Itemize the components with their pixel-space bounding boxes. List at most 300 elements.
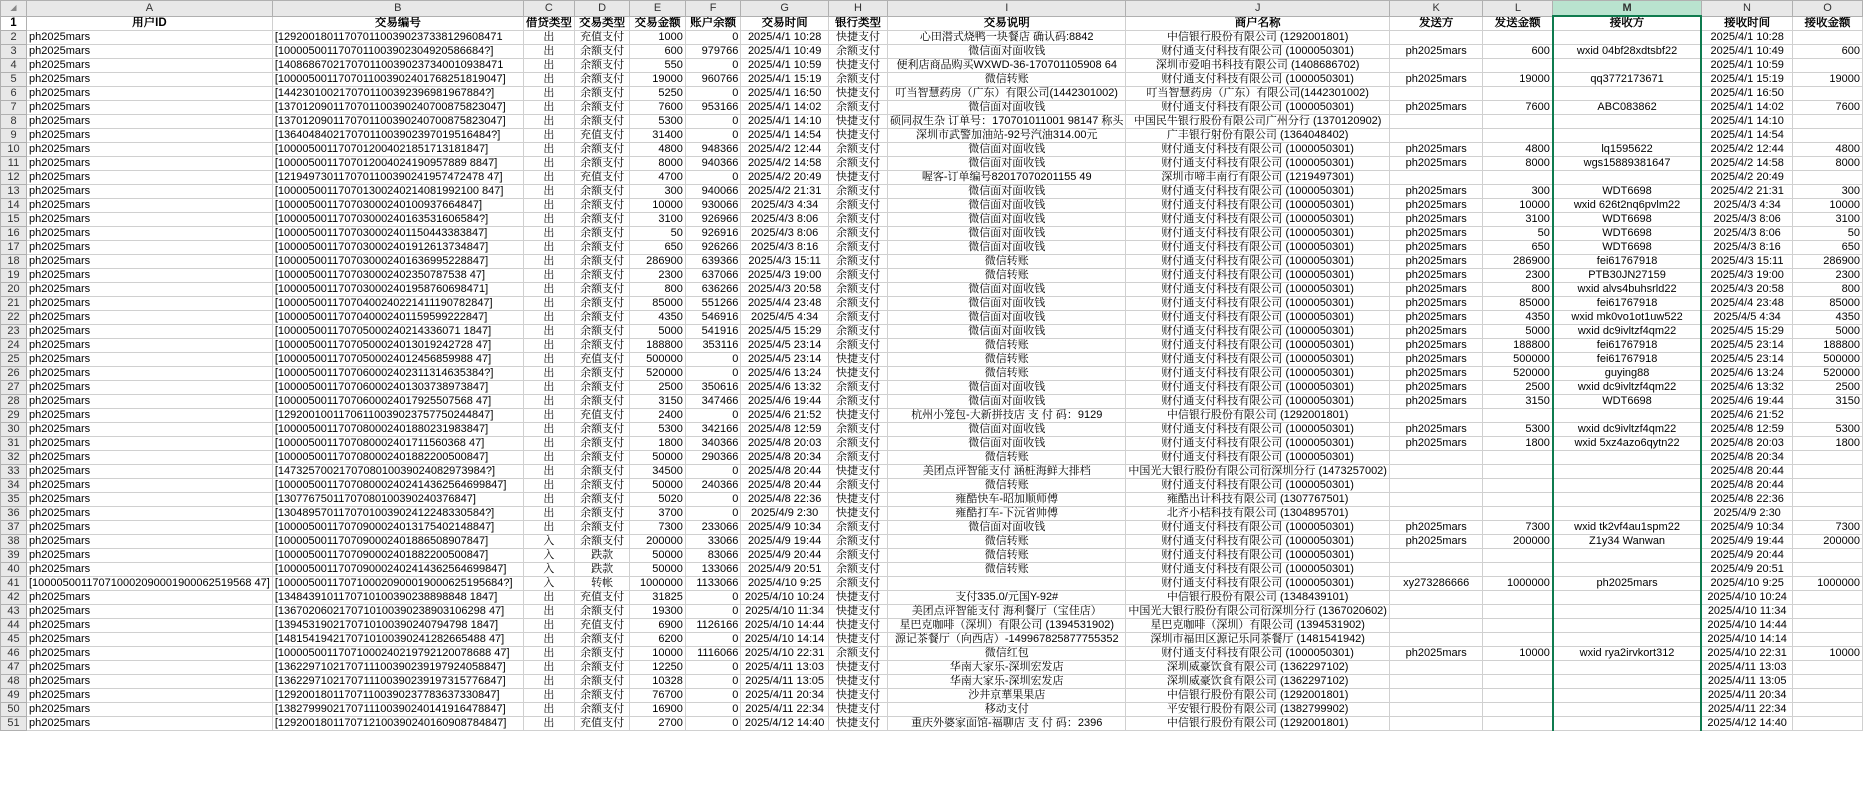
cell[interactable]: ph2025mars: [27, 171, 273, 185]
cell[interactable]: 2025/4/8 20:03: [741, 437, 829, 451]
cell[interactable]: 500000: [1793, 353, 1863, 367]
cell[interactable]: 2025/4/1 16:50: [1701, 87, 1792, 101]
cell[interactable]: 2300: [1793, 269, 1863, 283]
row-header[interactable]: 3: [1, 45, 27, 59]
cell[interactable]: 微信面对面收钱: [888, 157, 1126, 171]
cell[interactable]: 出: [523, 171, 574, 185]
cell[interactable]: 余额支付: [828, 451, 887, 465]
cell[interactable]: 2025/4/8 20:34: [1701, 451, 1792, 465]
cell[interactable]: 2025/4/2 12:44: [741, 143, 829, 157]
cell[interactable]: 出: [523, 87, 574, 101]
cell[interactable]: 微信面对面收钱: [888, 45, 1126, 59]
row-header[interactable]: 48: [1, 675, 27, 689]
cell[interactable]: 2025/4/8 20:03: [1701, 437, 1792, 451]
cell[interactable]: [1389, 59, 1482, 73]
cell[interactable]: [1793, 675, 1863, 689]
cell[interactable]: 500000: [630, 353, 685, 367]
cell[interactable]: 出: [523, 199, 574, 213]
cell[interactable]: 2025/4/1 14:02: [1701, 101, 1792, 115]
cell[interactable]: 财付通支付科技有限公司 (1000050301): [1126, 199, 1390, 213]
cell[interactable]: 财付通支付科技有限公司 (1000050301): [1126, 143, 1390, 157]
cell[interactable]: 财付通支付科技有限公司 (1000050301): [1126, 45, 1390, 59]
cell[interactable]: 余额支付: [828, 213, 887, 227]
row-header[interactable]: 44: [1, 619, 27, 633]
cell[interactable]: 微信红包: [888, 647, 1126, 661]
cell[interactable]: 2025/4/1 10:28: [741, 31, 829, 45]
cell[interactable]: 550: [630, 59, 685, 73]
cell[interactable]: 余额支付: [574, 255, 629, 269]
cell[interactable]: 2025/4/1 10:49: [1701, 45, 1792, 59]
cell[interactable]: 微信转账: [888, 549, 1126, 563]
cell[interactable]: 出: [523, 409, 574, 423]
cell[interactable]: 余额支付: [574, 675, 629, 689]
cell[interactable]: 2025/4/3 19:00: [1701, 269, 1792, 283]
cell[interactable]: 979766: [685, 45, 740, 59]
cell[interactable]: [1000050011707060002402311314635384?]: [272, 367, 523, 381]
cell[interactable]: 133066: [685, 563, 740, 577]
cell[interactable]: 2025/4/6 21:52: [1701, 409, 1792, 423]
cell[interactable]: 2025/4/9 2:30: [741, 507, 829, 521]
row-header[interactable]: 14: [1, 199, 27, 213]
cell[interactable]: 中信银行股份有限公司 (1348439101): [1126, 591, 1390, 605]
row-header[interactable]: 13: [1, 185, 27, 199]
cell[interactable]: [1553, 171, 1701, 185]
cell[interactable]: 深圳市福田区源记乐同茶餐厅 (1481541942): [1126, 633, 1390, 647]
cell[interactable]: 19000: [1483, 73, 1553, 87]
cell[interactable]: ph2025mars: [27, 493, 273, 507]
cell[interactable]: 深圳威豪饮食有限公司 (1362297102): [1126, 661, 1390, 675]
cell[interactable]: 财付通支付科技有限公司 (1000050301): [1126, 157, 1390, 171]
cell[interactable]: 移动支付: [888, 703, 1126, 717]
cell[interactable]: [13640484021707011003902397019516484?]: [272, 129, 523, 143]
cell[interactable]: 财付通支付科技有限公司 (1000050301): [1126, 283, 1390, 297]
row-header[interactable]: 34: [1, 479, 27, 493]
cell[interactable]: [1408686702170701100390237340010938471: [272, 59, 523, 73]
cell[interactable]: [1793, 605, 1863, 619]
cell[interactable]: 50: [630, 227, 685, 241]
cell[interactable]: 2025/4/6 21:52: [741, 409, 829, 423]
table-row[interactable]: [1, 255, 1863, 269]
cell[interactable]: 财付通支付科技有限公司 (1000050301): [1126, 101, 1390, 115]
row-header[interactable]: 20: [1, 283, 27, 297]
cell[interactable]: 出: [523, 213, 574, 227]
cell[interactable]: 0: [685, 409, 740, 423]
cell[interactable]: [1000050011707080002402414362564699847]: [272, 479, 523, 493]
cell[interactable]: [1483, 507, 1553, 521]
cell[interactable]: 微信转账: [888, 353, 1126, 367]
cell[interactable]: 2300: [1483, 269, 1553, 283]
cell[interactable]: 2025/4/6 19:44: [1701, 395, 1792, 409]
cell[interactable]: [1389, 129, 1482, 143]
cell[interactable]: 快捷支付: [828, 689, 887, 703]
cell[interactable]: 北齐小桔科技有限公司 (1304895701): [1126, 507, 1390, 521]
cell[interactable]: 0: [685, 633, 740, 647]
cell[interactable]: ph2025mars: [27, 521, 273, 535]
cell[interactable]: ph2025mars: [27, 717, 273, 731]
row-header[interactable]: 37: [1, 521, 27, 535]
cell[interactable]: 0: [685, 59, 740, 73]
row-header[interactable]: 26: [1, 367, 27, 381]
cell[interactable]: 余额支付: [574, 647, 629, 661]
row-header[interactable]: 8: [1, 115, 27, 129]
column-header-j[interactable]: J: [1126, 1, 1390, 17]
cell[interactable]: 2025/4/12 14:40: [741, 717, 829, 731]
row-header[interactable]: 43: [1, 605, 27, 619]
cell[interactable]: 50: [1483, 227, 1553, 241]
cell[interactable]: 快捷支付: [828, 661, 887, 675]
row-header[interactable]: 49: [1, 689, 27, 703]
cell[interactable]: 240366: [685, 479, 740, 493]
cell[interactable]: 余额支付: [828, 199, 887, 213]
cell[interactable]: [1553, 563, 1701, 577]
cell[interactable]: 微信面对面收钱: [888, 297, 1126, 311]
cell[interactable]: [1553, 129, 1701, 143]
cell[interactable]: wxid 04bf28xdtsbf22: [1553, 45, 1701, 59]
cell[interactable]: 出: [523, 311, 574, 325]
cell[interactable]: 2025/4/9 2:30: [1701, 507, 1792, 521]
cell[interactable]: 4800: [630, 143, 685, 157]
cell[interactable]: ph2025mars: [1389, 311, 1482, 325]
cell[interactable]: ph2025mars: [1389, 227, 1482, 241]
cell[interactable]: [1389, 465, 1482, 479]
cell[interactable]: [1483, 661, 1553, 675]
cell[interactable]: [1367020602170710100390238903106298 47]: [272, 605, 523, 619]
cell[interactable]: 0: [685, 703, 740, 717]
cell[interactable]: 余额支付: [828, 535, 887, 549]
cell[interactable]: 华南大家乐-深圳宏发店: [888, 675, 1126, 689]
cell[interactable]: ph2025mars: [27, 423, 273, 437]
cell[interactable]: 0: [685, 171, 740, 185]
cell[interactable]: 2025/4/1 14:54: [1701, 129, 1792, 143]
cell[interactable]: 出: [523, 633, 574, 647]
cell[interactable]: 充值支付: [574, 619, 629, 633]
cell[interactable]: 财付通支付科技有限公司 (1000050301): [1126, 367, 1390, 381]
cell[interactable]: 2025/4/9 20:51: [1701, 563, 1792, 577]
row-header[interactable]: 15: [1, 213, 27, 227]
cell[interactable]: [1483, 465, 1553, 479]
cell[interactable]: [1553, 661, 1701, 675]
cell[interactable]: 4800: [1793, 143, 1863, 157]
select-all-corner[interactable]: ◢: [1, 1, 27, 17]
cell[interactable]: ph2025mars: [27, 325, 273, 339]
cell[interactable]: 杭州小笼包-大新拼技店 支 付 码：9129: [888, 409, 1126, 423]
cell[interactable]: 2025/4/6 13:32: [1701, 381, 1792, 395]
cell[interactable]: [1000050011707012004021851713181847]: [272, 143, 523, 157]
cell[interactable]: 余额支付: [828, 283, 887, 297]
cell[interactable]: 出: [523, 647, 574, 661]
cell[interactable]: 7600: [1483, 101, 1553, 115]
cell[interactable]: 0: [685, 507, 740, 521]
cell[interactable]: 美团点评智能支付 海利餐厅（宝佳店）: [888, 605, 1126, 619]
cell[interactable]: Z1y34 Wanwan: [1553, 535, 1701, 549]
column-header-l[interactable]: L: [1483, 1, 1553, 17]
table-row[interactable]: [1, 479, 1863, 493]
row-header[interactable]: 33: [1, 465, 27, 479]
cell[interactable]: 星巴克咖啡（深圳）有限公司 (1394531902): [888, 619, 1126, 633]
cell[interactable]: 出: [523, 227, 574, 241]
cell[interactable]: 2300: [630, 269, 685, 283]
cell[interactable]: 200000: [630, 535, 685, 549]
cell[interactable]: 10000: [1483, 647, 1553, 661]
cell[interactable]: ph2025mars: [27, 115, 273, 129]
column-header-n[interactable]: N: [1701, 1, 1792, 17]
cell[interactable]: ph2025mars: [1389, 283, 1482, 297]
cell[interactable]: [1389, 689, 1482, 703]
cell[interactable]: [1553, 675, 1701, 689]
cell[interactable]: 喔客-订单编号82017070201155 49: [888, 171, 1126, 185]
cell[interactable]: 财付通支付科技有限公司 (1000050301): [1126, 437, 1390, 451]
cell[interactable]: [1483, 171, 1553, 185]
cell[interactable]: 入: [523, 577, 574, 591]
row-header[interactable]: 23: [1, 325, 27, 339]
cell[interactable]: 平安银行股份有限公司 (1382799902): [1126, 703, 1390, 717]
cell[interactable]: WDT6698: [1553, 395, 1701, 409]
cell[interactable]: 充值支付: [574, 717, 629, 731]
cell[interactable]: 微信转账: [888, 367, 1126, 381]
cell[interactable]: 2025/4/11 20:34: [741, 689, 829, 703]
cell[interactable]: [1483, 619, 1553, 633]
cell[interactable]: 快捷支付: [828, 717, 887, 731]
cell[interactable]: [1483, 633, 1553, 647]
cell[interactable]: 微信面对面收钱: [888, 381, 1126, 395]
cell[interactable]: 926916: [685, 227, 740, 241]
cell[interactable]: [1292001801170701100390237338129608471: [272, 31, 523, 45]
cell[interactable]: ph2025mars: [27, 437, 273, 451]
cell[interactable]: 2025/4/9 20:44: [741, 549, 829, 563]
cell[interactable]: 便利店商品购买WXWD-36-170701105908 64: [888, 59, 1126, 73]
cell[interactable]: [1442301002170701100392396981967884?]: [272, 87, 523, 101]
cell[interactable]: [1348439101170710100390238898848 1847]: [272, 591, 523, 605]
cell[interactable]: ph2025mars: [27, 269, 273, 283]
cell[interactable]: 心田潜式烧鸭一块餐店 确认码:8842: [888, 31, 1126, 45]
cell[interactable]: [1481541942170710100390241282665488 47]: [272, 633, 523, 647]
cell[interactable]: 快捷支付: [828, 409, 887, 423]
cell[interactable]: [1483, 717, 1553, 731]
cell[interactable]: [1389, 619, 1482, 633]
cell[interactable]: 余额支付: [574, 381, 629, 395]
cell[interactable]: ph2025mars: [1389, 185, 1482, 199]
cell[interactable]: [1389, 409, 1482, 423]
row-header[interactable]: 25: [1, 353, 27, 367]
cell[interactable]: wgs15889381647: [1553, 157, 1701, 171]
cell[interactable]: 快捷支付: [828, 619, 887, 633]
cell[interactable]: 财付通支付科技有限公司 (1000050301): [1126, 297, 1390, 311]
cell[interactable]: 2025/4/10 22:31: [1701, 647, 1792, 661]
row-header[interactable]: 40: [1, 563, 27, 577]
cell[interactable]: [1394531902170710100390240794798 1847]: [272, 619, 523, 633]
cell[interactable]: 快捷支付: [828, 493, 887, 507]
cell[interactable]: 83066: [685, 549, 740, 563]
cell[interactable]: 2025/4/9 20:51: [741, 563, 829, 577]
cell[interactable]: 余额支付: [574, 521, 629, 535]
cell[interactable]: 微信转账: [888, 563, 1126, 577]
cell[interactable]: 微信转账: [888, 269, 1126, 283]
cell[interactable]: 支付335.0/元国Y-92#: [888, 591, 1126, 605]
cell[interactable]: 余额支付: [574, 143, 629, 157]
cell[interactable]: 2025/4/8 20:44: [741, 479, 829, 493]
cell[interactable]: 出: [523, 619, 574, 633]
cell[interactable]: 3150: [1483, 395, 1553, 409]
cell[interactable]: 546916: [685, 311, 740, 325]
row-header[interactable]: 39: [1, 549, 27, 563]
column-header-i[interactable]: I: [888, 1, 1126, 17]
cell[interactable]: [1000050011707100020900019000625195684?]: [272, 577, 523, 591]
table-row[interactable]: [1, 395, 1863, 409]
cell[interactable]: 财付通支付科技有限公司 (1000050301): [1126, 479, 1390, 493]
cell[interactable]: [1389, 549, 1482, 563]
cell[interactable]: 出: [523, 395, 574, 409]
cell[interactable]: ph2025mars: [1389, 269, 1482, 283]
cell[interactable]: 微信面对面收钱: [888, 325, 1126, 339]
cell[interactable]: ph2025mars: [27, 353, 273, 367]
cell[interactable]: 广丰银行射份有限公司 (1364048402): [1126, 129, 1390, 143]
cell[interactable]: 微信面对面收钱: [888, 101, 1126, 115]
cell[interactable]: [1389, 675, 1482, 689]
row-header[interactable]: 30: [1, 423, 27, 437]
cell[interactable]: 2025/4/2 21:31: [1701, 185, 1792, 199]
cell[interactable]: [1389, 479, 1482, 493]
cell[interactable]: 1000: [630, 31, 685, 45]
table-row[interactable]: [1, 619, 1863, 633]
cell[interactable]: [10000500117070900024013175402148847]: [272, 521, 523, 535]
cell[interactable]: 5000: [630, 325, 685, 339]
cell[interactable]: 2025/4/2 14:58: [741, 157, 829, 171]
cell[interactable]: [1483, 493, 1553, 507]
cell[interactable]: 余额支付: [828, 437, 887, 451]
table-row[interactable]: [1, 647, 1863, 661]
cell[interactable]: qq3772173671: [1553, 73, 1701, 87]
table-row[interactable]: [1, 353, 1863, 367]
row-header[interactable]: 45: [1, 633, 27, 647]
cell[interactable]: 541916: [685, 325, 740, 339]
cell[interactable]: 财付通支付科技有限公司 (1000050301): [1126, 521, 1390, 535]
cell[interactable]: [1553, 619, 1701, 633]
cell[interactable]: ph2025mars: [27, 213, 273, 227]
cell[interactable]: [1553, 87, 1701, 101]
cell[interactable]: 中国光大银行股份有限公司衍深圳分行 (1367020602): [1126, 605, 1390, 619]
cell[interactable]: ph2025mars: [1389, 395, 1482, 409]
cell[interactable]: WDT6698: [1553, 241, 1701, 255]
row-header[interactable]: 21: [1, 297, 27, 311]
cell[interactable]: 余额支付: [574, 87, 629, 101]
cell[interactable]: 926966: [685, 213, 740, 227]
cell[interactable]: 2025/4/5 23:14: [1701, 339, 1792, 353]
cell[interactable]: 0: [685, 661, 740, 675]
cell[interactable]: ABC083862: [1553, 101, 1701, 115]
cell[interactable]: 600: [630, 45, 685, 59]
cell[interactable]: [1000050011707090002401882200500847]: [272, 549, 523, 563]
cell[interactable]: 2025/4/9 20:44: [1701, 549, 1792, 563]
cell[interactable]: 财付通支付科技有限公司 (1000050301): [1126, 213, 1390, 227]
cell[interactable]: 930066: [685, 199, 740, 213]
cell[interactable]: 中国民牛银行股份有限公司广州分行 (1370120902): [1126, 115, 1390, 129]
table-row[interactable]: [1, 227, 1863, 241]
cell[interactable]: 余额支付: [574, 241, 629, 255]
cell[interactable]: ph2025mars: [27, 381, 273, 395]
table-row[interactable]: [1, 31, 1863, 45]
cell[interactable]: 余额支付: [574, 633, 629, 647]
cell[interactable]: 5020: [630, 493, 685, 507]
cell[interactable]: 余额支付: [828, 269, 887, 283]
cell[interactable]: ph2025mars: [27, 689, 273, 703]
cell[interactable]: 0: [685, 353, 740, 367]
cell[interactable]: 7300: [630, 521, 685, 535]
cell[interactable]: [1483, 409, 1553, 423]
cell[interactable]: 2500: [1483, 381, 1553, 395]
cell[interactable]: 微信面对面收钱: [888, 199, 1126, 213]
cell[interactable]: [1553, 591, 1701, 605]
cell[interactable]: 0: [685, 717, 740, 731]
cell[interactable]: 财付通支付科技有限公司 (1000050301): [1126, 423, 1390, 437]
cell[interactable]: 12250: [630, 661, 685, 675]
cell[interactable]: 7600: [630, 101, 685, 115]
cell[interactable]: 快捷支付: [828, 171, 887, 185]
cell[interactable]: 520000: [1793, 367, 1863, 381]
cell[interactable]: 85000: [1793, 297, 1863, 311]
cell[interactable]: wxid alvs4buhsrld22: [1553, 283, 1701, 297]
cell[interactable]: 跌款: [574, 549, 629, 563]
cell[interactable]: 286900: [630, 255, 685, 269]
table-row[interactable]: [1, 465, 1863, 479]
cell[interactable]: [100005001170703000240163531606584?]: [272, 213, 523, 227]
row-header[interactable]: 5: [1, 73, 27, 87]
cell[interactable]: [1389, 171, 1482, 185]
cell[interactable]: ph2025mars: [27, 143, 273, 157]
cell[interactable]: 2025/4/5 4:34: [1701, 311, 1792, 325]
cell[interactable]: 余额支付: [574, 437, 629, 451]
cell[interactable]: fei61767918: [1553, 339, 1701, 353]
cell[interactable]: [1793, 507, 1863, 521]
cell[interactable]: 深圳威豪饮食有限公司 (1362297102): [1126, 675, 1390, 689]
cell[interactable]: [1553, 507, 1701, 521]
cell[interactable]: 快捷支付: [828, 367, 887, 381]
cell[interactable]: 出: [523, 255, 574, 269]
cell[interactable]: 余额支付: [828, 381, 887, 395]
cell[interactable]: 19300: [630, 605, 685, 619]
cell[interactable]: [1219497301170701100390241957472478 47]: [272, 171, 523, 185]
cell[interactable]: ph2025mars: [1389, 381, 1482, 395]
cell[interactable]: ph2025mars: [27, 661, 273, 675]
row-header[interactable]: 42: [1, 591, 27, 605]
cell[interactable]: [1000050011707030002401912613734847]: [272, 241, 523, 255]
cell[interactable]: 快捷支付: [828, 129, 887, 143]
cell[interactable]: [1362297102170711100390239197924058847]: [272, 661, 523, 675]
cell[interactable]: 财付通支付科技有限公司 (1000050301): [1126, 563, 1390, 577]
cell[interactable]: 5300: [630, 115, 685, 129]
cell[interactable]: ph2025mars: [1389, 423, 1482, 437]
row-header[interactable]: 50: [1, 703, 27, 717]
cell[interactable]: 微信面对面收钱: [888, 311, 1126, 325]
cell[interactable]: 0: [685, 115, 740, 129]
cell[interactable]: 2025/4/8 20:34: [741, 451, 829, 465]
cell[interactable]: 出: [523, 297, 574, 311]
row-header[interactable]: 10: [1, 143, 27, 157]
cell[interactable]: 0: [685, 605, 740, 619]
cell[interactable]: [1389, 563, 1482, 577]
cell[interactable]: 入: [523, 563, 574, 577]
cell[interactable]: 入: [523, 549, 574, 563]
cell[interactable]: 充值支付: [574, 171, 629, 185]
row-header[interactable]: 7: [1, 101, 27, 115]
cell[interactable]: 深圳市武警加油站-92号汽油314.00元: [888, 129, 1126, 143]
cell[interactable]: [100005001170710002090001900062519568 47]: [27, 577, 273, 591]
cell[interactable]: 50: [1793, 227, 1863, 241]
cell[interactable]: ph2025mars: [1389, 353, 1482, 367]
cell[interactable]: [1362297102170711100390239197315776847]: [272, 675, 523, 689]
cell[interactable]: 出: [523, 605, 574, 619]
cell[interactable]: 8000: [1483, 157, 1553, 171]
cell[interactable]: 微信面对面收钱: [888, 185, 1126, 199]
